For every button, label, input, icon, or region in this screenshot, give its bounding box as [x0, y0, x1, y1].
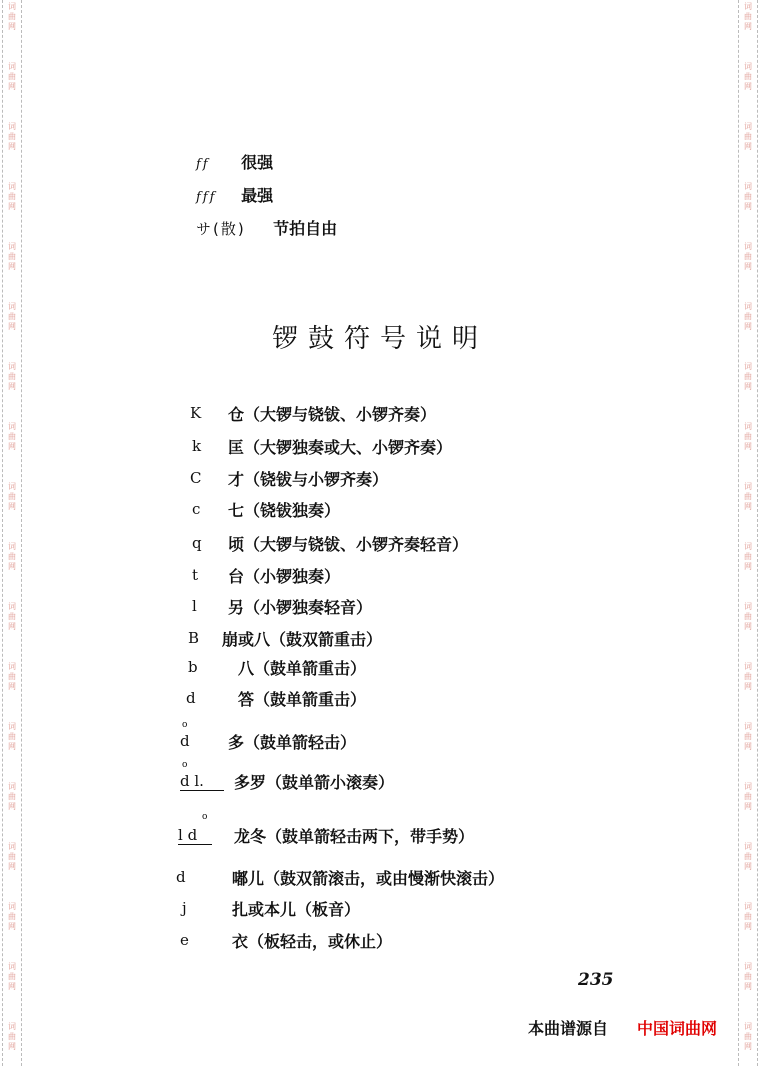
left-watermark-margin — [2, 0, 22, 1066]
symbol-mark: q — [192, 534, 202, 552]
watermark-char: 网 — [744, 742, 752, 751]
watermark-char: 词 — [8, 1022, 16, 1031]
watermark-char: 词 — [8, 422, 16, 431]
watermark-char: 词 — [8, 902, 16, 911]
symbol-description: 顷（大锣与铙钹、小锣齐奏轻音） — [228, 534, 469, 554]
watermark-block — [3, 902, 21, 932]
dynamic-mark: サ(散) — [196, 220, 246, 238]
watermark-char: 词 — [8, 302, 16, 311]
watermark-char: 曲 — [744, 12, 752, 21]
watermark-char: 曲 — [8, 972, 16, 981]
watermark-char: 词 — [744, 842, 752, 851]
symbol-mark: K — [190, 404, 202, 422]
symbol-description: 嘟儿（鼓双箭滚击，或由慢渐快滚击） — [232, 868, 505, 888]
watermark-char: 词 — [8, 722, 16, 731]
watermark-char: 曲 — [8, 132, 16, 141]
symbol-row — [186, 683, 366, 713]
dot-above-icon: o — [182, 760, 188, 770]
watermark-block — [739, 602, 757, 632]
symbol-row — [188, 652, 366, 682]
watermark-char: 词 — [8, 62, 16, 71]
watermark-char: 曲 — [8, 1032, 16, 1041]
symbol-mark: l — [192, 597, 197, 615]
watermark-char: 曲 — [8, 852, 16, 861]
watermark-char: 网 — [744, 142, 752, 151]
watermark-char: 曲 — [744, 852, 752, 861]
symbol-row — [176, 862, 504, 892]
watermark-block — [3, 362, 21, 392]
watermark-char: 词 — [8, 182, 16, 191]
watermark-block — [3, 602, 21, 632]
symbol-mark: C — [190, 469, 202, 487]
watermark-char: 曲 — [8, 432, 16, 441]
watermark-block — [3, 182, 21, 212]
watermark-char: 曲 — [744, 132, 752, 141]
watermark-char: 曲 — [8, 732, 16, 741]
watermark-block — [3, 782, 21, 812]
watermark-char: 词 — [744, 542, 752, 551]
site-name-link[interactable]: 中国词曲网 — [637, 1019, 718, 1038]
watermark-char: 网 — [8, 622, 16, 631]
symbol-description: 才（铙钹与小锣齐奏） — [228, 469, 389, 489]
watermark-char: 曲 — [8, 192, 16, 201]
watermark-char: 词 — [744, 422, 752, 431]
symbol-description: 龙冬（鼓单箭轻击两下，带手势） — [234, 826, 475, 846]
watermark-char: 曲 — [8, 612, 16, 621]
watermark-char: 曲 — [744, 972, 752, 981]
symbol-description: 仓（大锣与铙钹、小锣齐奏） — [228, 404, 437, 424]
watermark-block — [739, 722, 757, 752]
watermark-char: 网 — [744, 82, 752, 91]
symbol-row — [190, 463, 388, 493]
symbol-row — [188, 623, 382, 653]
symbol-mark: d — [176, 868, 186, 886]
watermark-block — [739, 842, 757, 872]
symbol-mark: b — [188, 658, 198, 676]
watermark-char: 网 — [744, 622, 752, 631]
watermark-char: 网 — [744, 562, 752, 571]
symbol-row — [190, 398, 436, 428]
watermark-char: 曲 — [744, 72, 752, 81]
dynamic-text: 很强 — [241, 153, 274, 172]
watermark-char: 曲 — [8, 912, 16, 921]
watermark-block — [3, 122, 21, 152]
watermark-block — [3, 422, 21, 452]
watermark-char: 曲 — [8, 492, 16, 501]
watermark-char: 网 — [744, 202, 752, 211]
watermark-char: 网 — [8, 382, 16, 391]
watermark-char: 曲 — [744, 552, 752, 561]
symbol-row — [192, 591, 372, 621]
watermark-char: 网 — [744, 682, 752, 691]
watermark-char: 网 — [8, 82, 16, 91]
watermark-char: 词 — [744, 662, 752, 671]
symbol-row — [192, 528, 468, 558]
watermark-char: 网 — [744, 262, 752, 271]
symbol-mark: j — [182, 899, 187, 917]
watermark-block — [3, 482, 21, 512]
watermark-char: 词 — [8, 362, 16, 371]
watermark-char: 网 — [744, 22, 752, 31]
dynamic-mark: ff — [196, 157, 210, 172]
symbol-description: 多罗（鼓单箭小滚奏） — [234, 772, 395, 792]
watermark-char: 网 — [8, 502, 16, 511]
watermark-char: 网 — [8, 682, 16, 691]
watermark-char: 网 — [8, 262, 16, 271]
watermark-char: 曲 — [744, 372, 752, 381]
watermark-char: 曲 — [8, 792, 16, 801]
watermark-char: 词 — [8, 482, 16, 491]
watermark-char: 曲 — [744, 1032, 752, 1041]
symbol-description: 崩或八（鼓双箭重击） — [222, 629, 383, 649]
watermark-char: 网 — [8, 202, 16, 211]
watermark-char: 词 — [8, 602, 16, 611]
symbol-description: 扎或本儿（板音） — [232, 899, 361, 919]
watermark-char: 词 — [744, 482, 752, 491]
watermark-char: 网 — [744, 982, 752, 991]
dynamic-text: 节拍自由 — [273, 219, 338, 238]
watermark-char: 词 — [744, 302, 752, 311]
symbol-row — [180, 925, 392, 955]
watermark-char: 网 — [8, 982, 16, 991]
watermark-block — [739, 902, 757, 932]
watermark-char: 曲 — [8, 72, 16, 81]
watermark-block — [3, 542, 21, 572]
watermark-char: 词 — [8, 962, 16, 971]
dynamic-row — [196, 183, 273, 206]
watermark-char: 词 — [744, 602, 752, 611]
watermark-block — [739, 482, 757, 512]
watermark-char: 词 — [744, 122, 752, 131]
section-title: 锣鼓符号说明 — [271, 324, 488, 354]
symbol-row — [182, 893, 360, 923]
watermark-char: 词 — [8, 242, 16, 251]
symbol-description: 衣（板轻击，或休止） — [232, 931, 393, 951]
watermark-char: 词 — [744, 782, 752, 791]
watermark-char: 网 — [8, 862, 16, 871]
watermark-block — [3, 2, 21, 32]
dynamic-mark: fff — [196, 190, 217, 205]
watermark-char: 词 — [8, 782, 16, 791]
watermark-char: 网 — [8, 562, 16, 571]
watermark-char: 网 — [8, 142, 16, 151]
symbol-row — [180, 760, 395, 796]
symbol-row — [192, 494, 340, 524]
symbol-mark: d — [180, 732, 190, 750]
watermark-char: 网 — [8, 322, 16, 331]
watermark-char: 网 — [744, 802, 752, 811]
watermark-char: 曲 — [744, 732, 752, 741]
watermark-char: 曲 — [744, 792, 752, 801]
watermark-char: 网 — [744, 862, 752, 871]
symbol-description: 答（鼓单箭重击） — [238, 689, 367, 709]
dynamic-row — [196, 216, 337, 239]
watermark-char: 词 — [744, 242, 752, 251]
symbol-row — [192, 560, 340, 590]
source-label: 本曲谱源自 — [528, 1019, 609, 1038]
symbol-row — [180, 720, 357, 756]
watermark-char: 网 — [8, 22, 16, 31]
watermark-char: 词 — [744, 962, 752, 971]
watermark-char: 网 — [8, 802, 16, 811]
right-watermark-margin — [738, 0, 758, 1066]
symbol-description: 另（小锣独奏轻音） — [228, 597, 373, 617]
watermark-block — [739, 542, 757, 572]
watermark-block — [739, 62, 757, 92]
watermark-char: 词 — [8, 662, 16, 671]
watermark-block — [3, 662, 21, 692]
dot-above-icon: o — [202, 812, 208, 822]
watermark-char: 曲 — [744, 672, 752, 681]
watermark-block — [739, 182, 757, 212]
symbol-mark: d l. — [180, 772, 224, 791]
watermark-char: 词 — [744, 62, 752, 71]
watermark-char: 曲 — [8, 372, 16, 381]
symbol-mark: e — [180, 931, 189, 949]
watermark-char: 网 — [8, 742, 16, 751]
dynamic-text: 最强 — [241, 186, 274, 205]
watermark-block — [739, 422, 757, 452]
symbol-description: 多（鼓单箭轻击） — [228, 732, 357, 752]
symbol-mark: t — [192, 566, 199, 584]
watermark-char: 词 — [8, 842, 16, 851]
watermark-char: 网 — [744, 442, 752, 451]
watermark-block — [3, 962, 21, 992]
watermark-char: 曲 — [8, 312, 16, 321]
watermark-block — [3, 242, 21, 272]
symbol-row — [178, 812, 475, 850]
watermark-char: 曲 — [744, 252, 752, 261]
watermark-char: 词 — [8, 542, 16, 551]
symbol-description: 八（鼓单箭重击） — [238, 658, 367, 678]
watermark-char: 网 — [8, 442, 16, 451]
watermark-block — [739, 782, 757, 812]
symbol-description: 七（铙钹独奏） — [228, 500, 341, 520]
watermark-char: 词 — [744, 902, 752, 911]
watermark-char: 网 — [744, 1042, 752, 1051]
watermark-char: 曲 — [744, 432, 752, 441]
watermark-char: 曲 — [744, 312, 752, 321]
watermark-block — [3, 62, 21, 92]
watermark-char: 曲 — [8, 672, 16, 681]
watermark-char: 曲 — [8, 552, 16, 561]
watermark-block — [739, 2, 757, 32]
symbol-description: 匡（大锣独奏或大、小锣齐奏） — [228, 437, 453, 457]
watermark-block — [739, 662, 757, 692]
watermark-char: 网 — [8, 1042, 16, 1051]
watermark-char: 曲 — [744, 912, 752, 921]
symbol-description: 台（小锣独奏） — [228, 566, 341, 586]
watermark-char: 网 — [744, 382, 752, 391]
watermark-char: 曲 — [744, 492, 752, 501]
page-number: 235 — [578, 970, 614, 990]
watermark-block — [739, 122, 757, 152]
watermark-char: 曲 — [744, 612, 752, 621]
watermark-block — [739, 242, 757, 272]
watermark-char: 词 — [744, 1022, 752, 1031]
watermark-char: 词 — [744, 182, 752, 191]
symbol-mark: k — [192, 437, 202, 455]
watermark-char: 网 — [744, 922, 752, 931]
watermark-char: 网 — [744, 502, 752, 511]
watermark-block — [3, 1022, 21, 1052]
watermark-char: 曲 — [8, 252, 16, 261]
watermark-block — [739, 1022, 757, 1052]
dynamic-row — [196, 150, 273, 173]
watermark-char: 词 — [744, 2, 752, 11]
watermark-char: 曲 — [8, 12, 16, 21]
watermark-char: 网 — [8, 922, 16, 931]
watermark-block — [739, 962, 757, 992]
watermark-char: 词 — [8, 2, 16, 11]
dot-above-icon: o — [182, 720, 188, 730]
watermark-char: 曲 — [744, 192, 752, 201]
symbol-mark: c — [192, 500, 201, 518]
watermark-char: 词 — [744, 722, 752, 731]
watermark-block — [3, 842, 21, 872]
symbol-mark: d — [186, 689, 196, 707]
symbol-mark: B — [188, 629, 200, 647]
watermark-block — [3, 722, 21, 752]
watermark-block — [739, 362, 757, 392]
watermark-char: 网 — [744, 322, 752, 331]
symbol-mark: l d — [178, 826, 212, 845]
symbol-row — [192, 431, 452, 461]
watermark-char: 词 — [8, 122, 16, 131]
watermark-char: 词 — [744, 362, 752, 371]
